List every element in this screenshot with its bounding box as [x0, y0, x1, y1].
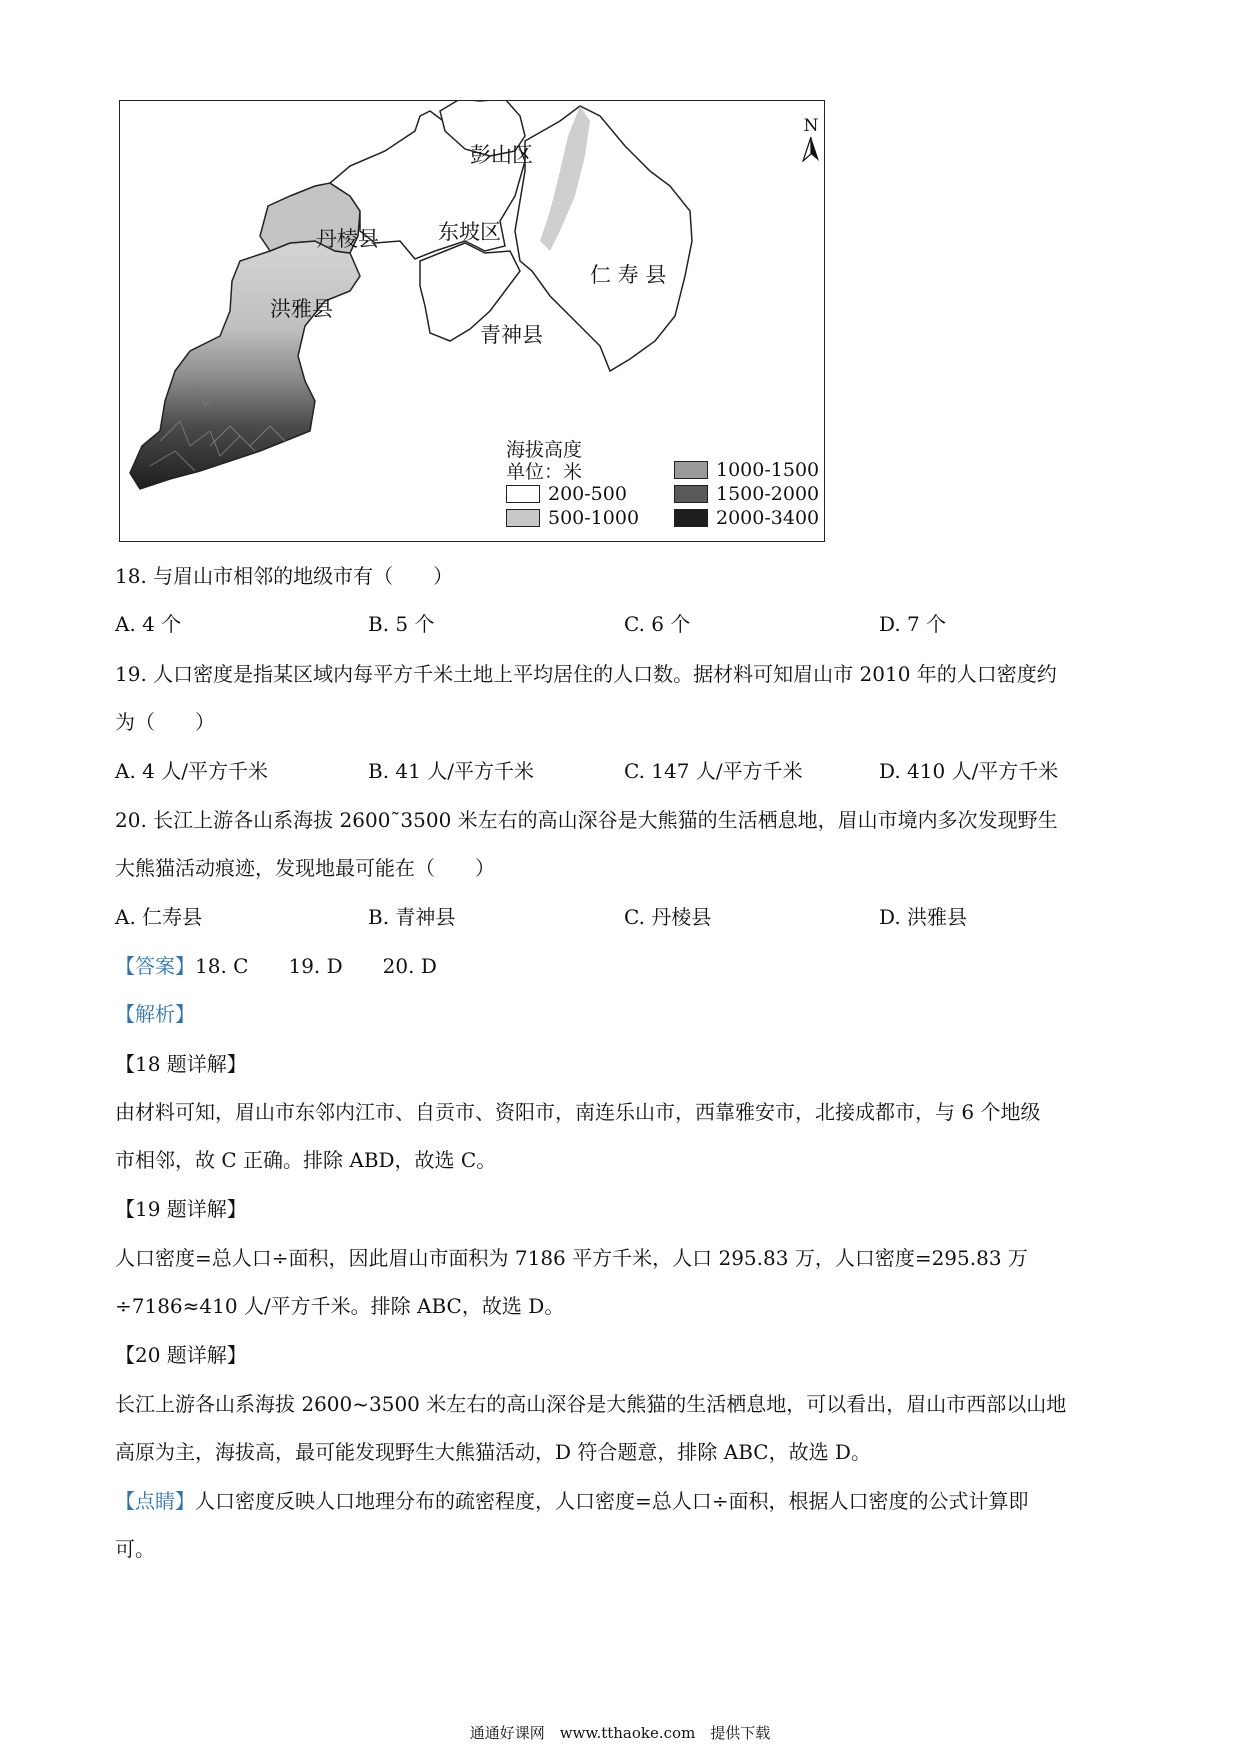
detail-19-title: 【19 题详解】 [115, 1197, 247, 1221]
q19-option-b: B. 41 人/平方千米 [368, 759, 534, 783]
north-label: N [803, 116, 819, 136]
question-19-stem-line1: 19. 人口密度是指某区域内每平方千米土地上平均居住的人口数。据材料可知眉山市 2010 年的人口密度约 [115, 662, 1057, 686]
label-hongya: 洪雅县 [270, 297, 333, 321]
dianjing-line1 [115, 1487, 1029, 1515]
detail-20-line2: 高原为主，海拔高，最可能发现野生大熊猫活动，D 符合题意，排除 ABC，故选 D。 [115, 1440, 871, 1464]
q20-option-a: A. 仁寿县 [115, 905, 203, 929]
legend-title-2: 单位：米 [506, 461, 583, 483]
q18-option-d: D. 7 个 [879, 612, 947, 636]
label-danleng: 丹棱县 [316, 227, 379, 251]
q19-option-c: C. 147 人/平方千米 [624, 759, 803, 783]
legend-label: 2000-3400 [716, 507, 820, 529]
north-arrow [798, 116, 824, 167]
q20-option-c: C. 丹棱县 [624, 905, 712, 929]
label-dongpo: 东坡区 [438, 220, 501, 244]
q19-option-d: D. 410 人/平方千米 [879, 759, 1059, 783]
region-hongya [130, 241, 360, 489]
q18-option-c: C. 6 个 [624, 612, 691, 636]
legend-swatch [506, 485, 540, 503]
north-arrow-icon [801, 136, 821, 162]
question-18-stem: 18. 与眉山市相邻的地级市有（ ） [115, 564, 454, 588]
label-pengshan: 彭山区 [470, 143, 533, 167]
legend-label: 200-500 [548, 483, 627, 505]
legend-swatch [506, 509, 540, 527]
legend-label: 1500-2000 [716, 483, 820, 505]
q20-option-d: D. 洪雅县 [879, 905, 968, 929]
legend-item [674, 459, 819, 481]
detail-19-line1: 人口密度=总人口÷面积，因此眉山市面积为 7186 平方千米，人口 295.83 万，人口密度=295.83 万 [115, 1246, 1028, 1270]
answer-tag: 【答案】 [115, 954, 195, 978]
answer-text: 18. C 19. D 20. D [195, 954, 437, 978]
detail-18-line1: 由材料可知，眉山市东邻内江市、自贡市、资阳市，南连乐山市，西靠雅安市，北接成都市，与 6 个地级 [115, 1100, 1041, 1124]
label-qingshen: 青神县 [480, 323, 543, 347]
detail-18-line2: 市相邻，故 C 正确。排除 ABD，故选 C。 [115, 1148, 497, 1172]
detail-18-title: 【18 题详解】 [115, 1052, 247, 1076]
legend-label: 500-1000 [548, 507, 640, 529]
q20-option-b: B. 青神县 [368, 905, 456, 929]
q19-option-a: A. 4 人/平方千米 [115, 759, 268, 783]
detail-19-line2: ÷7186≈410 人/平方千米。排除 ABC，故选 D。 [115, 1294, 565, 1318]
detail-20-title: 【20 题详解】 [115, 1343, 247, 1367]
answer-line [115, 952, 437, 980]
q18-option-b: B. 5 个 [368, 612, 435, 636]
legend-item [506, 483, 627, 505]
q18-option-a: A. 4 个 [115, 612, 182, 636]
legend-swatch [674, 509, 708, 527]
question-19-stem-line2: 为（ ） [115, 710, 215, 734]
legend-item [506, 507, 639, 529]
legend-item [674, 507, 819, 529]
legend-item [674, 483, 819, 505]
elevation-map [119, 100, 825, 542]
question-20-stem-line2: 大熊猫活动痕迹，发现地最可能在（ ） [115, 856, 495, 880]
legend-swatch [674, 461, 708, 479]
dianjing-line2: 可。 [115, 1537, 155, 1561]
legend-title-1: 海拔高度 [506, 439, 583, 461]
question-20-stem-line1: 20. 长江上游各山系海拔 2600˜3500 米左右的高山深谷是大熊猫的生活栖息地，眉山市境内多次发现野生 [115, 808, 1058, 832]
legend-label: 1000-1500 [716, 459, 820, 481]
dianjing-tag: 【点睛】 [115, 1489, 195, 1513]
dianjing-text: 人口密度反映人口地理分布的疏密程度，人口密度=总人口÷面积，根据人口密度的公式计算即 [195, 1489, 1029, 1513]
analysis-tag: 【解析】 [115, 1002, 195, 1026]
page-footer: 通通好课网 www.tthaoke.com 提供下载 [469, 1724, 771, 1742]
label-renshou: 仁 寿 县 [590, 263, 667, 287]
legend-swatch [674, 485, 708, 503]
detail-20-line1: 长江上游各山系海拔 2600~3500 米左右的高山深谷是大熊猫的生活栖息地，可以看出，眉山市西部以山地 [115, 1392, 1067, 1416]
